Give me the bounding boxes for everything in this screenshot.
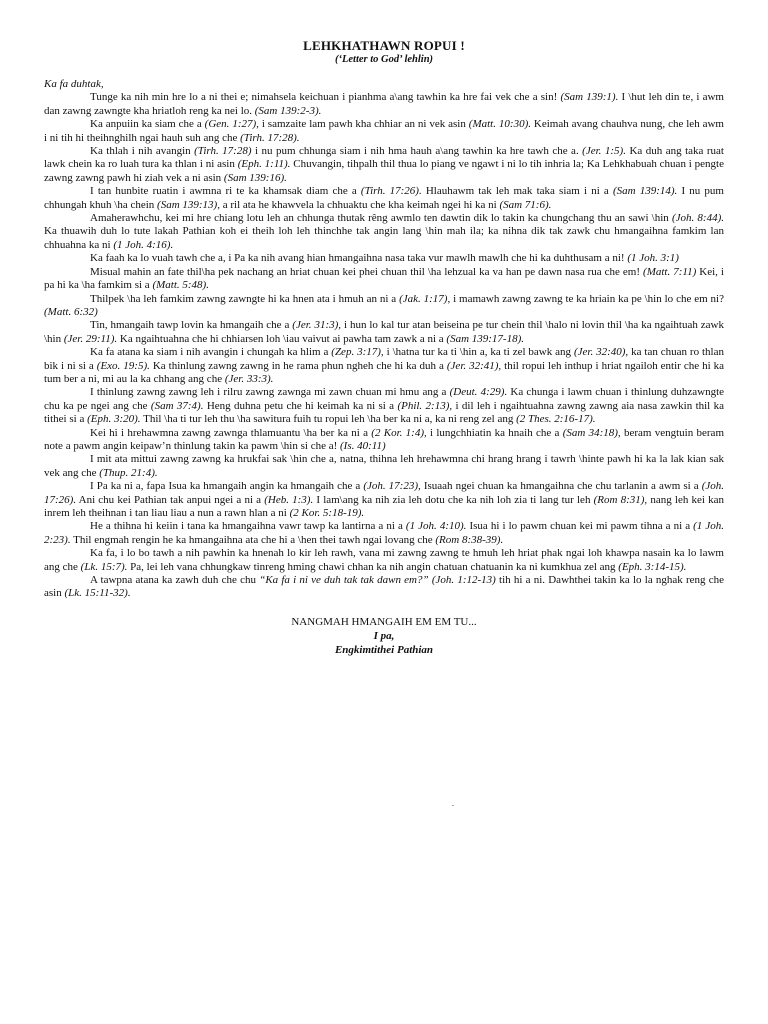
letter-paragraph [44, 185, 724, 212]
scripture-reference: “Ka fa i ni ve duh tak tak dawn em?” [259, 574, 429, 587]
scripture-reference: (Jer. 32:40), [573, 346, 629, 359]
footer-mark: . [452, 799, 454, 808]
scripture-reference: (Eph. 3:20). [87, 413, 141, 426]
letter-paragraph [44, 319, 724, 346]
letter-paragraph [44, 293, 724, 320]
scripture-reference: (Sam 37:4). [150, 399, 204, 412]
closing-line: NANGMAH HMANGAIH EM EM TU... [291, 615, 477, 628]
paragraph-text: Isua hi i lo pawm chuan kei mi pawm tihna a ni a [466, 520, 694, 533]
scripture-reference: (Tirh. 17:28) [194, 145, 252, 158]
scripture-reference: (Matt. 7:11) [643, 265, 697, 278]
scripture-reference: (2 Kor. 1:4), [371, 426, 427, 439]
letter-paragraph [44, 266, 724, 293]
scripture-reference: (Sam 34:18), [562, 426, 621, 439]
salutation: Ka fa duhtak, [44, 78, 104, 90]
scripture-reference: (Deut. 4:29). [449, 386, 508, 399]
paragraph-text: ka tan chuan ro thlan bik i ni si a [44, 346, 724, 372]
closing-signature-line: I pa, [373, 629, 395, 642]
scripture-reference: (2 Thes. 2:16-17). [516, 413, 596, 426]
scripture-reference: (Joh. 1:12-13) [431, 574, 496, 587]
scripture-reference: (Zep. 3:17), [331, 346, 384, 359]
scripture-reference: (Matt. 5:48). [152, 279, 209, 292]
letter-paragraph [44, 386, 724, 426]
scripture-reference: (Sam 139:1). [560, 91, 619, 104]
paragraph-text: Isuaah ngei chuan ka hmangaihna che chu tarlanin a awm si a [420, 480, 702, 493]
scripture-reference: (Tirh. 17:28). [240, 131, 300, 144]
scripture-reference: (Jer. 1:5). [582, 145, 626, 158]
paragraph-text: i dil leh i ngaihtuahna zawng zawng aia nasa zawkin thil ka tithei si a [44, 399, 724, 426]
scripture-reference: (2 Kor. 5:18-19). [289, 507, 365, 519]
paragraph-text: i samzaite lam pawh kha chhiar an ni vek asin [258, 118, 469, 131]
scripture-reference: (1 Joh. 2:23). [44, 520, 724, 546]
scripture-reference: (Joh. 17:23), [363, 480, 421, 493]
letter-title: LEHKHATHAWN ROPUI ! [303, 38, 465, 53]
paragraph-text: Tunge ka nih min hre lo a ni thei e; nimahsela keichuan i pianhma a\ang tawhin ka hre fai vek che a sin! [90, 91, 561, 104]
scripture-reference: (1 Joh. 4:10). [405, 520, 467, 533]
scripture-reference: (Rom 8:38-39). [435, 533, 504, 546]
scripture-reference: (Gen. 1:27), [204, 118, 259, 131]
scripture-reference: (Is. 40:11) [340, 439, 386, 452]
scripture-reference: (Jer. 31:3), [292, 319, 342, 332]
scripture-reference: (Jer. 33:3). [224, 372, 274, 385]
paragraph-text: i hun lo kal tur atan beiseina pe tur chein thil \halo ni lovin thil \ha ka ngaihtuah zawk \hin [44, 319, 725, 345]
paragraph-text: Thil \ha ti tur leh thu \ha sawitura fuih tu ropui leh \ha ber ka ni a, ka ni reng zel ang [140, 413, 517, 426]
scripture-reference: (Sam 139:16). [223, 171, 287, 184]
scripture-reference: (Jer. 32:41), [446, 359, 502, 372]
paragraph-text: Misual mahin an fate thil\ha pek nachang an hriat chuan kei phei chuan thil \ha lehzual ka va han pe dawn nasa rua che em! [90, 265, 644, 278]
scripture-reference: (Sam 139:2-3). [254, 104, 322, 117]
paragraph-text: Kei, i pa hi ka \ha famkim si a [44, 265, 724, 292]
paragraph-text: Ka fa atana ka siam i nih avangin i chungah ka hlim a [90, 346, 332, 359]
scripture-reference: (Matt. 10:30). [468, 118, 531, 131]
paragraph-text: I \hut leh din te, i awm dan zawng zawngte kha hriatloh reng ka nei lo. [44, 91, 724, 117]
paragraph-text: I tan hunbite ruatin i awmna ri te ka khamsak diam che a [90, 185, 361, 198]
paragraph-text: Ka ngaihtuahna che hi chhiarsen loh \iau vaivut ai pawha tam zawk a ni a [117, 332, 447, 345]
paragraph-text: i nu pum chhunga siam i nih hma hauh a\ang tawhin ka hre tawh che a. [251, 145, 583, 158]
paragraph-text: Amaherawhchu, kei mi hre chiang lotu leh an chhunga thutak rêng awmlo ten dawtin dik lo takin ka chungchang thu an sawi \hin [90, 212, 672, 225]
scripture-reference: (Jak. 1:17), [399, 292, 451, 305]
scripture-reference: (1 Joh. 3:1) [627, 252, 679, 265]
letter-paragraph [44, 91, 724, 118]
letter-paragraph [44, 346, 724, 386]
paragraph-text: Ka anpuiin ka siam che a [90, 118, 205, 131]
scripture-reference: (Sam 139:14). [612, 185, 678, 198]
letter-paragraph [44, 453, 724, 480]
closing-block [44, 615, 724, 657]
paragraph-text: I Pa ka ni a, fapa Isua ka hmangaih angin ka hmangaih che a [90, 480, 364, 493]
paragraph-text: Tin, hmangaih tawp lovin ka hmangaih che a [90, 319, 293, 332]
paragraph-text: Ka thuawih duh lo tute lakah Pathian koh ei theih loh leh thinchhe tak angin lang \hin mah ila; ka nihna dik tak zawk chu hmangaihna famkim lan chhuahna ka ni [44, 225, 724, 251]
letter-body [44, 91, 724, 600]
scripture-reference: (Eph. 1:11). [237, 158, 291, 171]
paragraph-text: thil ropui leh inthup i hriat ngailoh entir che hi ka tum ber a ni, mi au la ka chhang ang che [44, 359, 724, 385]
scripture-reference: (Rom 8:31), [593, 493, 648, 506]
letter-paragraph [44, 574, 724, 601]
paragraph-text: i \hatna tur ka ti \hin a, ka ti zel bawk ang [383, 346, 574, 359]
closing-signature-name: Engkimtithei Pathian [334, 643, 434, 656]
scripture-reference: (Phil. 2:13), [397, 399, 453, 412]
letter-paragraph [44, 547, 724, 574]
paragraph-text: Hlauhawm tak leh mak taka siam i ni a [421, 185, 613, 198]
paragraph-text: Ani chu kei Pathian tak anpui ngei a ni a [76, 493, 265, 506]
paragraph-text: Ka duh ang taka ruat lawk chein ka ro luah tura ka thlan i ni asin [44, 145, 724, 171]
paragraph-text: Keimah avang chauhva nung, che leh awm i ni tih hi theihnghilh ngai hauh suh ang che [44, 118, 724, 144]
letter-paragraph [44, 427, 724, 454]
scripture-reference: (Tirh. 17:26). [360, 185, 422, 198]
letter-paragraph [44, 212, 724, 252]
letter-paragraph [44, 252, 724, 265]
paragraph-text: A tawpna atana ka zawh duh che chu [90, 574, 260, 587]
scripture-reference: (Sam 71:6). [499, 198, 552, 211]
scripture-reference: (Thup. 21:4). [99, 466, 158, 479]
paragraph-text: He a thihna hi keiin i tana ka hmangaihna vawr tawp ka lantirna a ni a [90, 520, 406, 533]
letter-subtitle: (‘Letter to God’ lehlin) [334, 54, 434, 65]
paragraph-text: Thilpek \ha leh famkim zawng zawngte hi ka hnen ata i hmuh an ni a [90, 292, 400, 305]
paragraph-text: I mit ata mittui zawng zawng ka hrukfai sak \hin che a, natna, thihna leh hrehawmna chi hrang hrang i tawrh \hinte pawh hi ka la lak kian sak vek ang che [44, 453, 724, 479]
paragraph-text: Ka fa, i lo bo tawh a nih pawhin ka hnenah lo kir leh rawh, vana mi zawng zawng te hmuh leh hriat phak ngai loh khawpa nasain ka lo lawm ang che [44, 547, 724, 573]
scripture-reference: (Eph. 3:14-15). [618, 560, 687, 573]
paragraph-text: Pa, lei leh vana chhungkaw tinreng hming chawi chhan ka nih angin chatuan chatuanin ka ni kumkhua zel ang [127, 560, 619, 573]
letter-paragraph [44, 520, 724, 547]
paragraph-text: Thil engmah rengin he ka hmangaihna ata che hi a \hen thei tawh ngai lovang che [70, 533, 436, 546]
scripture-reference: (1 Joh. 4:16). [113, 238, 174, 251]
scripture-reference: (Matt. 6:32) [44, 305, 98, 318]
paragraph-text: i mamawh zawng zawng te ka hriain ka pe \hin lo che em ni? [450, 292, 724, 305]
paragraph-text: I thinlung zawng zawng leh i rilru zawng zawnga mi zawn chuan mi hmu ang a [90, 386, 450, 399]
paragraph-text: Ka thlah i nih avangin [90, 145, 195, 158]
scripture-reference: (Sam 139:17-18). [446, 332, 525, 345]
paragraph-text: Ka chunga i lawm chuan i thinlung duhzawngte chu ka pe ngei ang che [44, 386, 725, 412]
paragraph-text: a ril ata he khawvela la chhuaktu che kha keimah ngei hi ka ni [219, 198, 500, 211]
scripture-reference: (Sam 139:13), [157, 198, 220, 211]
letter-paragraph [44, 145, 724, 185]
scripture-reference: (Joh. 8:44). [671, 212, 724, 225]
scripture-reference: (Exo. 19:5). [96, 359, 150, 372]
paragraph-text: beram vengtuin beram note a pawm angin keipaw’n thinlung takin ka pawm \hin si che a! [44, 426, 724, 452]
scripture-reference: (Heb. 1:3). [264, 493, 314, 506]
paragraph-text: tih hi a ni. Dawhthei takin ka lo la nghak reng che asin [44, 574, 725, 600]
scripture-reference: (Lk. 15:11-32). [64, 587, 131, 600]
letter-paragraph [44, 480, 724, 520]
paragraph-text: Ka thinlung zawng zawng in he rama phun ngheh che hi ka duh a [149, 359, 447, 372]
paragraph-text: Ka faah ka lo vuah tawh che a, i Pa ka nih avang hian hmangaihna nasa taka vur mawlh mawlh che hi ka duhthusam a ni! [90, 252, 628, 265]
scripture-reference: (Lk. 15:7). [80, 560, 128, 573]
paragraph-text: i lungchhiatin ka hnaih che a [426, 426, 563, 439]
letter-paragraph [44, 118, 724, 145]
scripture-reference: (Jer. 29:11). [63, 332, 118, 345]
scripture-reference: (Joh. 17:26). [44, 480, 725, 506]
paragraph-text: I lam\ang ka nih zia leh dotu che ka nih loh zia ti lang tur leh [313, 493, 594, 506]
paragraph-text: Chuvangin, tihpalh thil thua lo piang ve ngawt i ni lo tih inhria la; Ka Lehkhabuah chuan i pengte zawng zawng pawh hi ziah vek a ni asin [44, 158, 724, 184]
paragraph-text: Heng duhna petu che hi keimah ka ni si a [203, 399, 398, 412]
paragraph-text: nang leh kei kan inrem leh theihnan i tan liau liau a nun a rawn hlan a ni [44, 493, 724, 519]
paragraph-text: Kei hi i hrehawmna zawng zawnga thlamuantu \ha ber ka ni a [90, 426, 372, 439]
paragraph-text: I nu pum chhungah khuh \ha chein [44, 185, 724, 211]
